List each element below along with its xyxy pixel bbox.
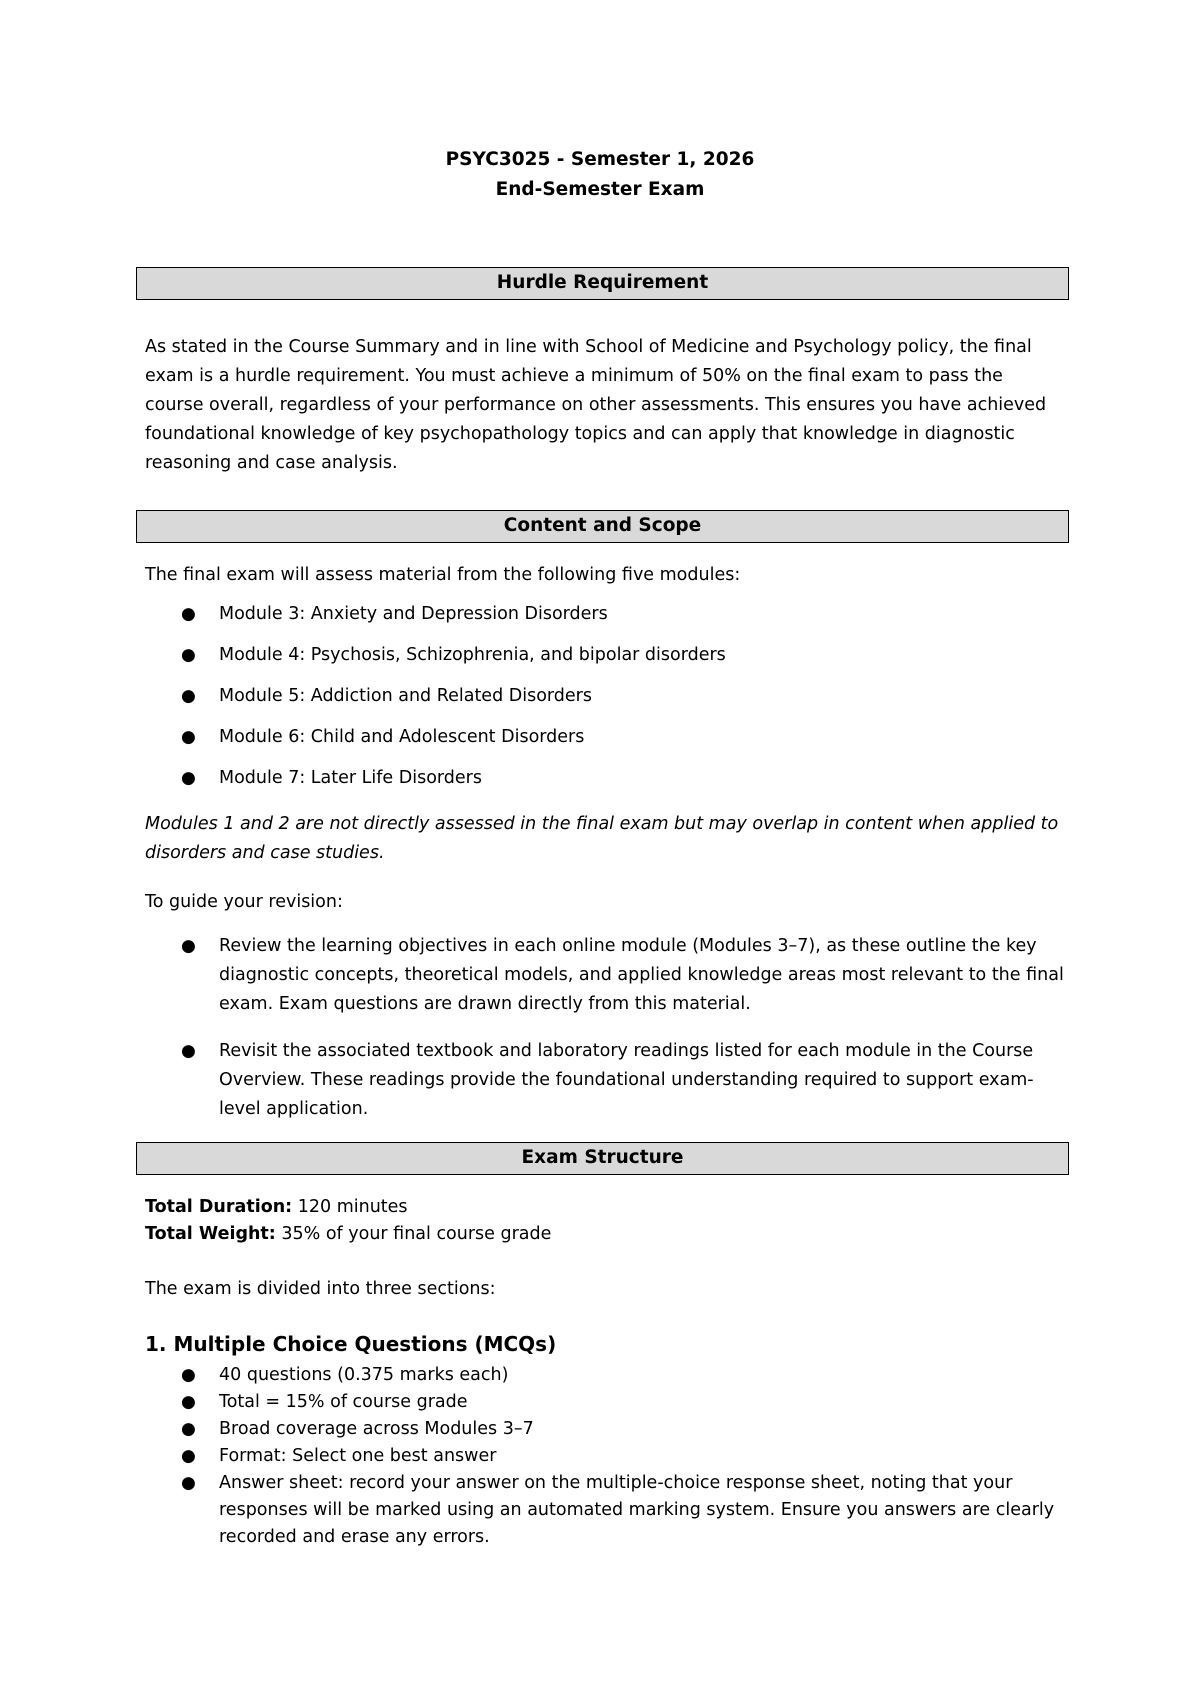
list-item: ● Format: Select one best answer bbox=[145, 1443, 1065, 1470]
content-intro: The final exam will assess material from the following five modules: bbox=[145, 565, 741, 585]
weight-label: Total Weight: bbox=[145, 1224, 276, 1244]
bullet-dot-icon: ● bbox=[181, 768, 196, 788]
mcq-list bbox=[145, 1362, 1065, 1551]
modules-note: Modules 1 and 2 are not directly assessed in the final exam but may overlap in content when applied to disorders and case studies. bbox=[145, 814, 1059, 863]
bullet-dot-icon: ● bbox=[181, 1446, 196, 1466]
list-item: ● 40 questions (0.375 marks each) bbox=[145, 1362, 1065, 1389]
bullet-dot-icon: ● bbox=[181, 1041, 196, 1061]
list-item: ● Module 3: Anxiety and Depression Disorders bbox=[181, 604, 608, 624]
duration-label: Total Duration: bbox=[145, 1197, 293, 1217]
hurdle-paragraph: As stated in the Course Summary and in line with School of Medicine and Psychology policy, the final exam is a hurdle requirement. You must achieve a minimum of 50% on the final exam to pass the course overall, regardless of your performance on other assessments. This ensures you have achieved foundational knowledge of key psychopathology topics and can apply that knowledge in diagnostic reasoning and case analysis. bbox=[145, 337, 1047, 473]
bullet-dot-icon: ● bbox=[181, 1419, 196, 1439]
bullet-dot-icon: ● bbox=[181, 1473, 196, 1493]
list-item: ● Review the learning objectives in each online module (Modules 3–7), as these outline the key diagnostic concepts, theoretical models, and applied knowledge areas most relevant to the final exam. Exam questions are drawn directly from this material. bbox=[145, 932, 1065, 1037]
duration-line bbox=[145, 1197, 408, 1217]
bullet-dot-icon: ● bbox=[181, 604, 196, 624]
exam-title: End-Semester Exam bbox=[495, 179, 705, 200]
list-item: ● Total = 15% of course grade bbox=[145, 1389, 1065, 1416]
list-item: ● Module 7: Later Life Disorders bbox=[181, 768, 482, 788]
list-item: ● Module 5: Addiction and Related Disorders bbox=[181, 686, 592, 706]
sections-intro: The exam is divided into three sections: bbox=[145, 1279, 496, 1299]
list-item: ● Module 4: Psychosis, Schizophrenia, and bipolar disorders bbox=[181, 645, 726, 665]
bullet-dot-icon: ● bbox=[181, 645, 196, 665]
list-item: ● Module 6: Child and Adolescent Disorders bbox=[181, 727, 585, 747]
revision-intro: To guide your revision: bbox=[145, 892, 343, 912]
bullet-dot-icon: ● bbox=[181, 936, 196, 956]
weight-value: 35% of your final course grade bbox=[275, 1224, 552, 1244]
bullet-dot-icon: ● bbox=[181, 1365, 196, 1385]
revision-list bbox=[145, 932, 1065, 1124]
weight-line bbox=[145, 1224, 551, 1244]
list-item: ● Answer sheet: record your answer on the multiple-choice response sheet, noting that your responses will be marked using an automated marking system. Ensure you answers are clearly recorded and erase any errors. bbox=[145, 1470, 1065, 1551]
section-heading-structure: Exam Structure bbox=[136, 1142, 1069, 1175]
section-heading-hurdle: Hurdle Requirement bbox=[136, 267, 1069, 300]
course-title: PSYC3025 - Semester 1, 2026 bbox=[445, 149, 755, 170]
bullet-dot-icon: ● bbox=[181, 727, 196, 747]
list-item: ● Broad coverage across Modules 3–7 bbox=[145, 1416, 1065, 1443]
duration-value: 120 minutes bbox=[292, 1197, 408, 1217]
bullet-dot-icon: ● bbox=[181, 686, 196, 706]
section-heading-content: Content and Scope bbox=[136, 510, 1069, 543]
list-item: ● Revisit the associated textbook and laboratory readings listed for each module in the Course Overview. These readings provide the foundational understanding required to support exam-level application. bbox=[145, 1037, 1065, 1124]
module-list bbox=[145, 604, 1065, 809]
bullet-dot-icon: ● bbox=[181, 1392, 196, 1412]
mcq-heading: 1. Multiple Choice Questions (MCQs) bbox=[145, 1332, 557, 1356]
